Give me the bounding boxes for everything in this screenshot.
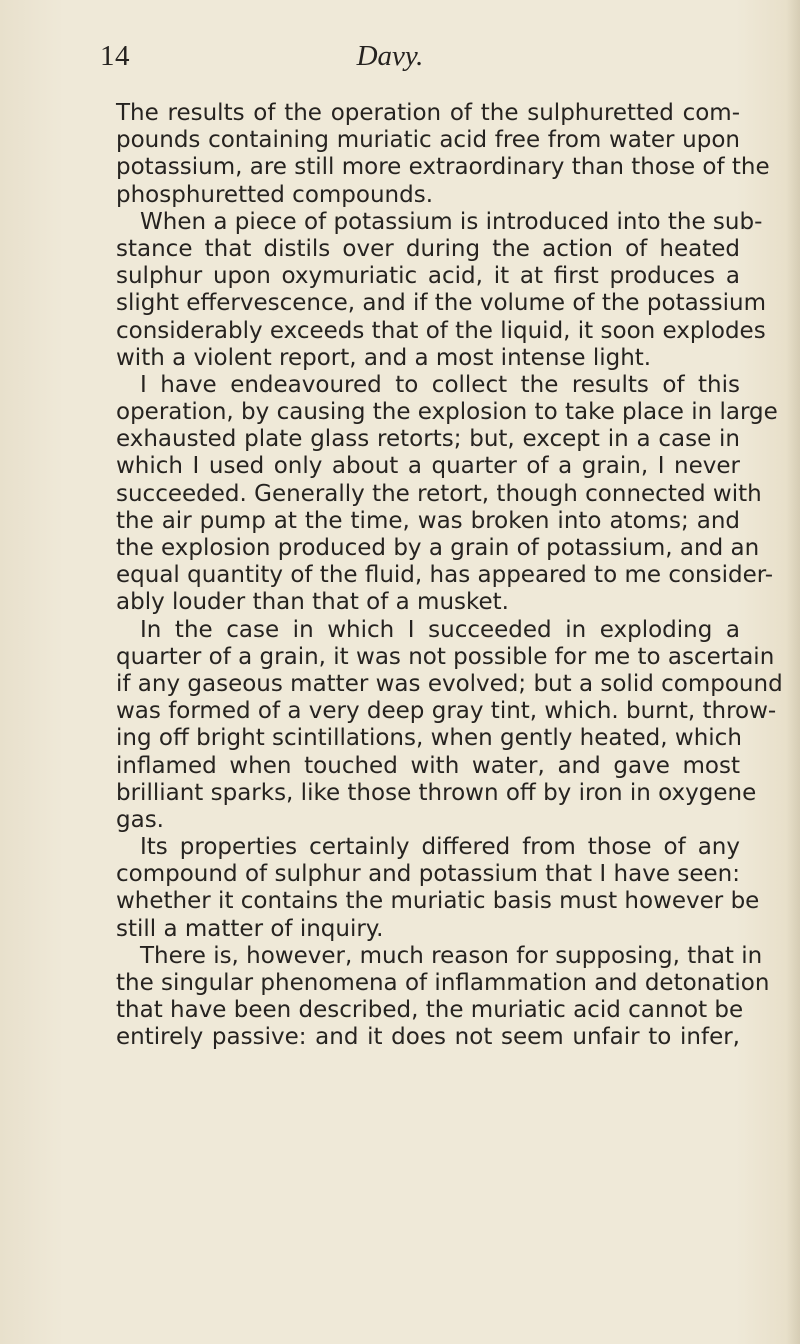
text-line: stance that distils over during the action of heated: [116, 235, 740, 262]
text-line: if any gaseous matter was evolved; but a solid compound: [116, 670, 783, 697]
text-line: There is, however, much reason for supposing, that in: [140, 942, 763, 969]
text-line: the singular phenomena of inflammation and detonation: [116, 970, 770, 996]
text-line: potassium, are still more extraordinary than those of the: [116, 154, 770, 181]
text-line: pounds containing muriatic acid free from water upon: [116, 127, 740, 154]
page-edge-shadow: [786, 0, 800, 1344]
text-line: was formed of a very deep gray tint, which. burnt, throw-: [116, 698, 777, 725]
body-text: [116, 100, 783, 1052]
text-line: I have endeavoured to collect the results of this: [140, 371, 740, 398]
text-line: ing off bright scintillations, when gently heated, which: [116, 725, 742, 752]
text-line: which I used only about a quarter of a grain, I never: [116, 453, 740, 480]
page-number: 14: [100, 40, 130, 72]
text-line: the explosion produced by a grain of potassium, and an: [116, 535, 760, 561]
text-line: compound of sulphur and potassium that I have seen:: [116, 861, 740, 888]
text-line: In the case in which I succeeded in exploding a: [140, 616, 740, 643]
text-line: still a matter of inquiry.: [116, 915, 384, 942]
text-line: equal quantity of the fluid, has appeared to me consider-: [116, 562, 774, 589]
text-line: Its properties certainly differed from those of any: [140, 834, 740, 861]
text-line: The results of the operation of the sulphuretted com-: [116, 100, 740, 126]
text-line: whether it contains the muriatic basis must however be: [116, 888, 760, 915]
text-line: ably louder than that of a musket.: [116, 589, 509, 616]
running-title: Davy.: [356, 40, 424, 72]
text-line: sulphur upon oxymuriatic acid, it at first produces a: [116, 263, 740, 290]
text-line: quarter of a grain, it was not possible for me to ascertain: [116, 643, 775, 670]
text-line: operation, by causing the explosion to take place in large: [116, 399, 778, 426]
text-line: considerably exceeds that of the liquid, it soon explodes: [116, 317, 766, 344]
text-line: with a violent report, and a most intense light.: [116, 344, 652, 371]
text-line: succeeded. Generally the retort, though connected with: [116, 480, 762, 507]
text-line: When a piece of potassium is introduced into the sub-: [140, 208, 763, 235]
page-header: [100, 40, 680, 80]
text-line: that have been described, the muriatic acid cannot be: [116, 997, 744, 1024]
text-line: brilliant sparks, like those thrown off by iron in oxygene: [116, 779, 757, 806]
text-line: the air pump at the time, was broken into atoms; and: [116, 507, 740, 534]
text-line: inflamed when touched with water, and gave most: [116, 752, 740, 779]
text-line: slight effervescence, and if the volume of the potassium: [116, 290, 767, 317]
text-line: exhausted plate glass retorts; but, except in a case in: [116, 426, 740, 453]
text-line: entirely passive: and it does not seem unfair to infer,: [116, 1024, 740, 1051]
text-line: gas.: [116, 806, 164, 833]
text-line: phosphuretted compounds.: [116, 181, 434, 208]
